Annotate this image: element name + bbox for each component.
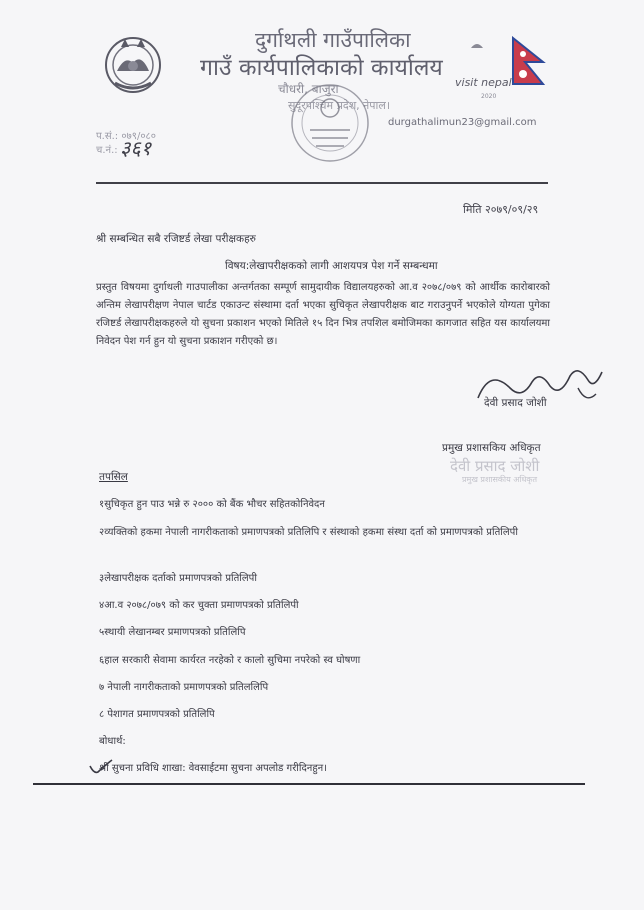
footer-divider <box>33 783 585 785</box>
body-paragraph: प्रस्तुत विषयमा दुर्गाथली गाउपालीका अन्तर्गतका सम्पूर्ण सामुदायीक विद्यालयहरुको आ.व २०७८/०७९ को आर्थीक कारोबारको अन्तिम लेखापरीक्षण नेपाल चार्टड एकाउन्ट संस्थामा दर्ता भएका सुचिकृत लेखापरीक्षक बाट गराउनुपर्ने भएकोले योग्यता पुगेका रजिष्टर्ड लेखापरीक्षकहरुले यो सुचना प्रकाशन भएको मितिले १५ दिन भित्र तपशिल बमोजिमका कागजात सहित यस कार्यालयमा निवेदन पेश गर्न हुन यो सुचना प्रकाशन गरीएको छ। <box>96 282 550 347</box>
municipality-name: दुर्गाथली गाउँपालिका <box>255 28 411 52</box>
visit-nepal-text: visit nepal <box>455 76 512 89</box>
signatory-stamp-title: प्रमुख प्रशासकीय अधिकृत <box>462 475 538 484</box>
attachment-item: ६हाल सरकारी सेवामा कार्यरत नरहेको र कालो सुचिमा नपरेको स्व घोषणा <box>99 655 361 666</box>
office-name: गाउँ कार्यपालिकाको कार्यालय <box>200 55 443 81</box>
nepal-emblem-icon <box>101 33 165 97</box>
attachment-item: ४आ.व २०७८/०७९ को कर चुक्ता प्रमाणपत्रको प्रतिलिपी <box>99 600 299 611</box>
subject-line: विषय:लेखापरीक्षकको लागी आशयपत्र पेश गर्ने सम्बन्धमा <box>225 260 438 272</box>
cc-note: श्री सुचना प्रविधि शाखा: वेवसाईटमा सुचना अपलोड गरीदिनहुन। <box>99 763 327 774</box>
office-province: सुदूरपश्चिम प्रदेश, नेपाल। <box>288 99 391 112</box>
signatory-title: प्रमुख प्रशासकिय अधिकृत <box>442 442 541 454</box>
signatory-stamp-name: देवी प्रसाद जोशी <box>450 457 540 475</box>
attachment-item: ८ पेशागत प्रमाणपत्रको प्रतिलिपि <box>99 709 215 720</box>
attachments-heading: तपसिल <box>99 471 128 483</box>
recipient-line: श्री सम्बन्धित सबै रजिष्टर्ड लेखा परीक्षकहरु <box>96 233 256 245</box>
office-round-seal-icon <box>280 78 380 168</box>
visit-nepal-flag-logo-icon <box>455 36 547 100</box>
dispatch-number-handwritten: ३६१ <box>120 136 152 160</box>
cc-heading: बोधार्थ: <box>99 736 126 747</box>
dispatch-number-label: च.नं.: <box>96 145 118 156</box>
office-location: चौधरी, बाजुरा <box>278 82 339 96</box>
signatory-name: देवी प्रसाद जोशी <box>484 397 547 409</box>
attachment-item: ३लेखापरीक्षक दर्ताको प्रमाणपत्रको प्रतिलिपी <box>99 573 257 584</box>
attachment-item: २व्यक्तिको हकमा नेपाली नागरीकताको प्रमाणपत्रको प्रतिलिपि र संस्थाको हकमा संस्था दर्ता को प्रमाणपत्रको प्रतिलिपी <box>99 527 518 538</box>
attachment-item: १सुचिकृत हुन पाउ भन्ने रु २००० को बैंक भौचर सहितकोनिवेदन <box>99 499 325 510</box>
attachment-item: ५स्थायी लेखानम्बर प्रमाणपत्रको प्रतिलिपि <box>99 627 246 638</box>
letter-reference-number: प.सं.: ०७९/०८० <box>96 131 156 142</box>
letter-date: मिति २०७९/०९/२९ <box>463 203 539 216</box>
office-email: durgathalimun23@gmail.com <box>388 117 537 128</box>
attachment-item: ७ नेपाली नागरीकताको प्रमाणपत्रको प्रतिललिपि <box>99 682 269 693</box>
header-divider <box>96 182 548 184</box>
visit-nepal-year: 2020 <box>481 93 497 100</box>
